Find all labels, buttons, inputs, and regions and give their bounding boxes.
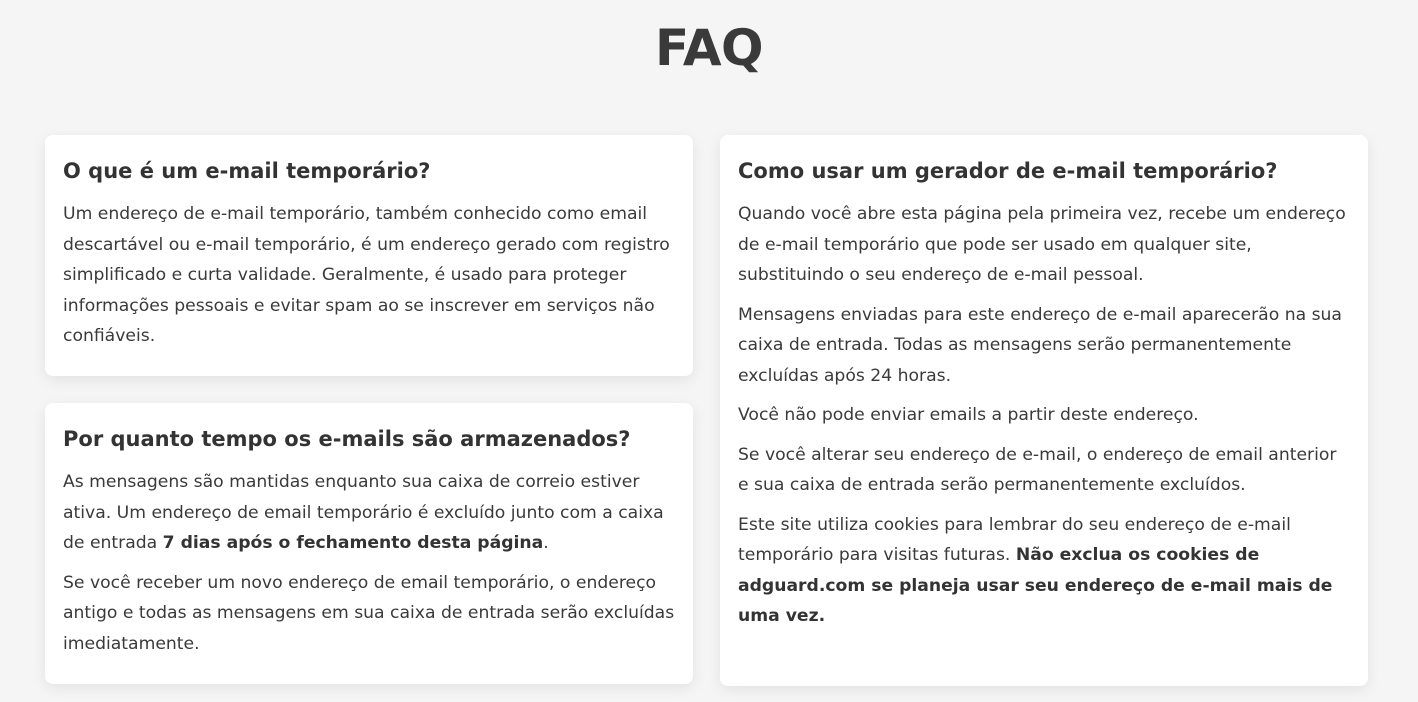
faq-answer-paragraph: Se você alterar seu endereço de e-mail, o endereço de email anterior e sua caixa de entrada serão permanentemente excluídos. — [738, 444, 1337, 495]
faq-answer-paragraph: Um endereço de e-mail temporário, também conhecido como email descartável ou e-mail temporário, é um endereço gerado com registro simplificado e curta validade. Geralmente, é usado para proteger informações pessoais e evitar spam ao se inscrever em serviços não confiáveis. — [63, 204, 670, 346]
answer-emphasis: Não exclua os cookies de adguard.com se planeja usar seu endereço de e-mail mais de uma vez. — [738, 545, 1333, 626]
page-title: FAQ — [654, 19, 764, 77]
answer-emphasis: 7 dias após o fechamento desta página — [162, 533, 544, 553]
faq-answer-paragraph — [63, 467, 675, 559]
faq-answer-paragraph — [738, 510, 1350, 632]
faq-card-temporary-email — [45, 135, 693, 376]
answer-text: As mensagens são mantidas enquanto sua caixa de correio estiver ativa. Um endereço de email temporário é excluído junto com a caixa de entrada — [63, 472, 664, 553]
faq-answer-paragraph: Se você receber um novo endereço de email temporário, o endereço antigo e todas as mensagens em sua caixa de entrada serão excluídas imediatamente. — [63, 572, 675, 654]
faq-question: O que é um e-mail temporário? — [63, 159, 431, 183]
faq-answer-paragraph: Mensagens enviadas para este endereço de e-mail aparecerão na sua caixa de entrada. Todas as mensagens serão permanentemente excluídas após 24 horas. — [738, 304, 1342, 386]
faq-answer-paragraph: Você não pode enviar emails a partir deste endereço. — [738, 405, 1199, 425]
faq-question: Como usar um gerador de e-mail temporário? — [738, 159, 1278, 183]
answer-text: Este site utiliza cookies para lembrar do seu endereço de e-mail temporário para visitas futuras. — [738, 514, 1291, 565]
faq-card-storage-duration — [45, 403, 693, 684]
faq-card-how-to-use — [720, 135, 1368, 686]
faq-question: Por quanto tempo os e-mails são armazenados? — [63, 427, 631, 451]
answer-text: . — [543, 533, 549, 553]
faq-answer-paragraph: Quando você abre esta página pela primeira vez, recebe um endereço de e-mail temporário que pode ser usado em qualquer site, substituindo o seu endereço de e-mail pessoal. — [738, 204, 1346, 285]
